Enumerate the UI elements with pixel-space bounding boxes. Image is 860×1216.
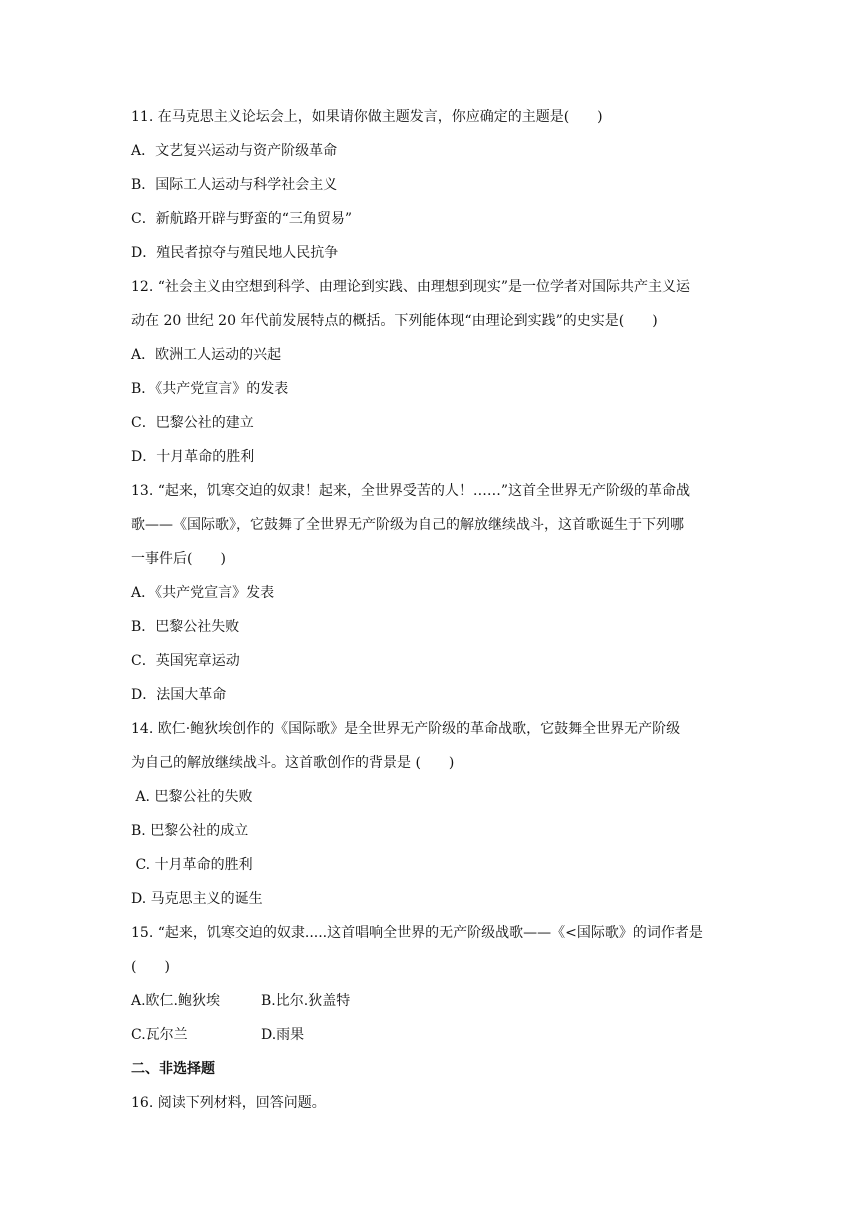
question-13-option-d: D．法国大革命 [131, 687, 227, 703]
question-12-option-a: A．欧洲工人运动的兴起 [131, 347, 282, 363]
question-15-option-c: C.瓦尔兰 [131, 1027, 188, 1043]
question-14-option-b: B. 巴黎公社的成立 [131, 823, 249, 839]
question-15-option-b: B.比尔.狄盖特 [261, 993, 351, 1009]
document-page [131, 100, 731, 1120]
question-15-stem-line-1: 15. “起来，饥寒交迫的奴隶.....这首唱响全世界的无产阶级战歌——《<国际歌》的词作者是 [131, 925, 703, 941]
question-13-option-b: B．巴黎公社失败 [131, 619, 240, 635]
question-12-option-c: C．巴黎公社的建立 [131, 415, 254, 431]
question-16-stem: 16. 阅读下列材料，回答问题。 [131, 1095, 326, 1111]
question-11-option-b: B．国际工人运动与科学社会主义 [131, 177, 338, 193]
question-15-stem-line-2: ( ) [131, 959, 170, 975]
question-14-stem-line-2: 为自己的解放继续战斗。这首歌创作的背景是 ( ) [131, 755, 455, 771]
question-12-option-b: B．《共产党宣言》的发表 [131, 381, 289, 397]
question-12-option-d: D．十月革命的胜利 [131, 449, 255, 465]
question-13-option-a: A．《共产党宣言》发表 [131, 585, 275, 601]
question-14-stem-line-1: 14. 欧仁·鲍狄埃创作的《国际歌》是全世界无产阶级的革命战歌，它鼓舞全世界无产阶级 [131, 721, 681, 737]
question-12-stem-line-2: 动在 20 世纪 20 年代前发展特点的概括。下列能体现“由理论到实践”的史实是( ) [131, 313, 658, 329]
question-13-stem-line-2: 歌——《国际歌》，它鼓舞了全世界无产阶级为自己的解放继续战斗，这首歌诞生于下列哪 [131, 517, 684, 533]
question-13-stem-line-1: 13. “起来，饥寒交迫的奴隶！起来，全世界受苦的人！……”这首全世界无产阶级的革命战 [131, 483, 691, 499]
question-13-stem-line-3: 一事件后( ) [131, 551, 226, 567]
question-11-option-d: D．殖民者掠夺与殖民地人民抗争 [131, 245, 339, 261]
question-14-option-c: C. 十月革命的胜利 [131, 857, 253, 873]
question-11-option-c: C．新航路开辟与野蛮的“三角贸易” [131, 211, 353, 227]
question-14-option-d: D. 马克思主义的诞生 [131, 891, 263, 907]
question-15-option-a: A.欧仁.鲍狄埃 [131, 993, 221, 1009]
question-15-option-d: D.雨果 [261, 1027, 305, 1043]
question-11-stem: 11. 在马克思主义论坛会上，如果请你做主题发言，你应确定的主题是( ) [131, 109, 603, 125]
question-13-option-c: C．英国宪章运动 [131, 653, 240, 669]
section-2-heading: 二、非选择题 [131, 1061, 215, 1077]
question-15-options-row-2 [131, 1018, 731, 1052]
question-11-option-a: A．文艺复兴运动与资产阶级革命 [131, 143, 338, 159]
question-15-options-row-1 [131, 984, 731, 1018]
question-12-stem-line-1: 12. “社会主义由空想到科学、由理论到实践、由理想到现实”是一位学者对国际共产主义运 [131, 279, 691, 295]
question-14-option-a: A. 巴黎公社的失败 [131, 789, 253, 805]
